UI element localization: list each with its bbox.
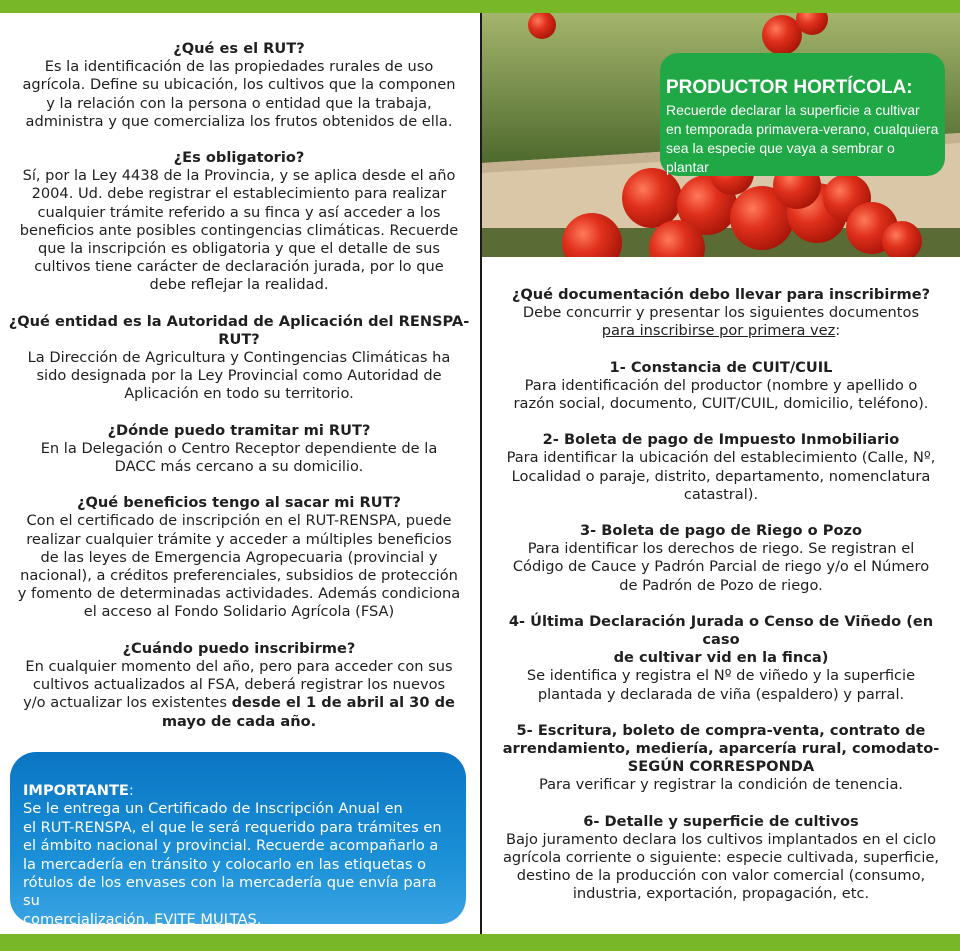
left-column <box>8 40 470 749</box>
text-line: En cualquier momento del año, pero para acceder con sus <box>25 657 453 675</box>
top-green-bar <box>0 0 960 13</box>
section-que-es-rut <box>8 40 470 131</box>
date-range-bold: mayo de cada año. <box>161 712 317 730</box>
productor-line: Recuerde declarar la superficie a cultivar <box>666 102 920 118</box>
doc-item-4 <box>488 613 954 704</box>
text-line: Localidad o paraje, distrito, departamento, nomenclatura <box>511 467 931 485</box>
text-line: realizar cualquier trámite y acceder a múltiples beneficios <box>26 530 452 548</box>
text-line: Para identificar la ubicación del establecimiento (Calle, Nº, <box>506 449 936 467</box>
section-autoridad <box>8 313 470 404</box>
section-title: ¿Qué entidad es la Autoridad de Aplicación del RENSPA- <box>8 312 470 330</box>
text-line: y fomento de determinadas actividades. Además condiciona <box>17 585 461 603</box>
text-line: y la relación con la persona o entidad que la trabaja, <box>46 94 432 112</box>
tomato <box>762 15 802 55</box>
text-line: rótulos de los envases con la mercadería que envía para su <box>23 874 437 910</box>
text-line: Se identifica y registra el Nº de viñedo y la superficie <box>526 667 916 685</box>
text-line: agrícola corriente o siguiente: especie cultivada, superficie, <box>502 849 940 867</box>
text-line: En la Delegación o Centro Receptor dependiente de la <box>40 439 438 457</box>
doc-item-6 <box>488 813 954 904</box>
section-title: ¿Dónde puedo tramitar mi RUT? <box>107 421 371 439</box>
section-cuando-inscribirme <box>8 640 470 731</box>
text-line: plantada y declarada de viña (espaldero) y parral. <box>537 685 905 703</box>
section-es-obligatorio <box>8 149 470 295</box>
section-title: ¿Cuándo puedo inscribirme? <box>122 639 356 657</box>
date-range-bold: desde el 1 de abril al 30 de <box>231 694 455 712</box>
text-line: el RUT-RENSPA, el que le será requerido para trámites en <box>23 818 442 836</box>
doc-item-title: 4- Última Declaración Jurada o Censo de Viñedo (en caso <box>508 612 934 649</box>
section-title: ¿Es obligatorio? <box>173 149 305 167</box>
doc-item-title: 6- Detalle y superficie de cultivos <box>583 812 859 830</box>
doc-item-1 <box>488 359 954 414</box>
importante-colon: : <box>128 782 134 799</box>
text-line: agrícola. Define su ubicación, los cultivos que la componen <box>22 76 456 94</box>
right-column <box>488 286 954 922</box>
doc-item-title: 3- Boleta de pago de Riego o Pozo <box>580 522 862 540</box>
doc-item-title: 1- Constancia de CUIT/CUIL <box>609 358 833 376</box>
text-line: la mercadería en tránsito y colocarlo en las etiquetas o <box>23 855 427 873</box>
doc-item-title: 2- Boleta de pago de Impuesto Inmobiliario <box>542 431 900 449</box>
text-line: el acceso al Fondo Solidario Agrícola (FSA) <box>83 603 395 621</box>
text-line: Es la identificación de las propiedades rurales de uso <box>44 58 434 76</box>
text-line: cultivos actualizados al FSA, deberá registrar los nuevos <box>32 676 446 694</box>
text-line: comercialización. EVITE MULTAS. <box>23 910 262 928</box>
section-title: RUT? <box>218 330 260 348</box>
text-line: Aplicación en todo su territorio. <box>124 385 354 403</box>
text-line: destino de la producción con valor comercial (consumo, <box>516 867 926 885</box>
doc-item-5 <box>488 722 954 795</box>
text-line: el ámbito nacional y provincial. Recuerde acompañarlo a <box>23 837 439 855</box>
section-title: ¿Qué es el RUT? <box>173 40 305 57</box>
doc-item-title: 5- Escritura, boleto de compra-venta, contrato de <box>516 721 926 739</box>
text-line: industria, exportación, propagación, etc. <box>572 885 870 903</box>
text-line <box>8 694 470 712</box>
section-documentacion <box>488 286 954 341</box>
bottom-green-bar <box>0 934 960 951</box>
text-line: Bajo juramento declara los cultivos implantados en el ciclo <box>505 830 937 848</box>
text-line: Debe concurrir y presentar los siguientes documentos <box>522 304 920 322</box>
text-line: cultivos tiene carácter de declaración jurada, por lo que <box>34 258 444 276</box>
importante-box <box>10 752 466 928</box>
text-line: debe reflejar la realidad. <box>149 276 329 294</box>
doc-item-title: SEGÚN CORRESPONDA <box>627 758 815 776</box>
text-line: Sí, por la Ley 4438 de la Provincia, y se aplica desde el año <box>22 167 456 185</box>
text-line: 2004. Ud. debe registrar el establecimiento para realizar <box>31 185 447 203</box>
productor-box <box>660 53 945 176</box>
section-donde-tramitar <box>8 422 470 477</box>
text-line: nacional), a créditos preferenciales, subsidios de protección <box>20 567 458 585</box>
text-line <box>488 322 954 340</box>
section-title: ¿Qué beneficios tengo al sacar mi RUT? <box>77 494 401 512</box>
text-line: La Dirección de Agricultura y Contingencias Climáticas ha <box>27 349 451 367</box>
text-normal: y/o actualizar los existentes <box>23 694 232 712</box>
text-line: de Padrón de Pozo de riego. <box>619 576 823 594</box>
text-line: Para identificar los derechos de riego. Se registran el <box>527 540 915 558</box>
text-line: Para verificar y registrar la condición de tenencia. <box>538 776 904 794</box>
text-line: Con el certificado de inscripción en el RUT-RENSPA, puede <box>26 512 452 530</box>
underlined-text: para inscribirse por primera vez <box>601 322 836 340</box>
importante-title-line <box>23 782 456 800</box>
section-title: ¿Qué documentación debo llevar para inscribirme? <box>511 286 931 303</box>
text-line: Código de Cauce y Padrón Parcial de riego y/o el Número <box>512 558 930 576</box>
text-line: Para identificación del productor (nombre y apellido o <box>524 376 918 394</box>
doc-item-3 <box>488 522 954 595</box>
text-line <box>8 713 470 731</box>
intro-colon: : <box>835 322 841 340</box>
text-line: DACC más cercano a su domicilio. <box>114 458 364 476</box>
productor-line: en temporada primavera-verano, cualquiera <box>666 121 939 137</box>
importante-title: IMPORTANTE <box>23 782 129 799</box>
productor-title: PRODUCTOR HORTÍCOLA: <box>666 77 913 98</box>
productor-line: sea la especie que vaya a sembrar o plantar <box>666 140 895 175</box>
text-line: que la inscripción es obligatoria y que el detalle de sus <box>38 240 440 258</box>
doc-item-2 <box>488 431 954 504</box>
text-line: cualquier trámite referido a su finca y así acceder a los <box>37 203 441 221</box>
text-line: administra y que comercializa los frutos obtenidos de ella. <box>25 112 453 130</box>
doc-item-title: arrendamiento, mediería, aparcería rural, comodato- <box>502 740 940 758</box>
text-line: Se le entrega un Certificado de Inscripción Anual en <box>23 800 403 818</box>
text-line: sido designada por la Ley Provincial como Autoridad de <box>36 367 442 385</box>
text-line: de las leyes de Emergencia Agropecuaria (provincial y <box>40 548 438 566</box>
doc-item-title: de cultivar vid en la finca) <box>613 649 829 667</box>
text-line: catastral). <box>683 485 759 503</box>
text-line: razón social, documento, CUIT/CUIL, domicilio, teléfono). <box>513 395 929 413</box>
text-line: beneficios ante posibles contingencias climáticas. Recuerde <box>19 221 459 239</box>
tomato <box>622 168 682 228</box>
section-beneficios <box>8 494 470 621</box>
